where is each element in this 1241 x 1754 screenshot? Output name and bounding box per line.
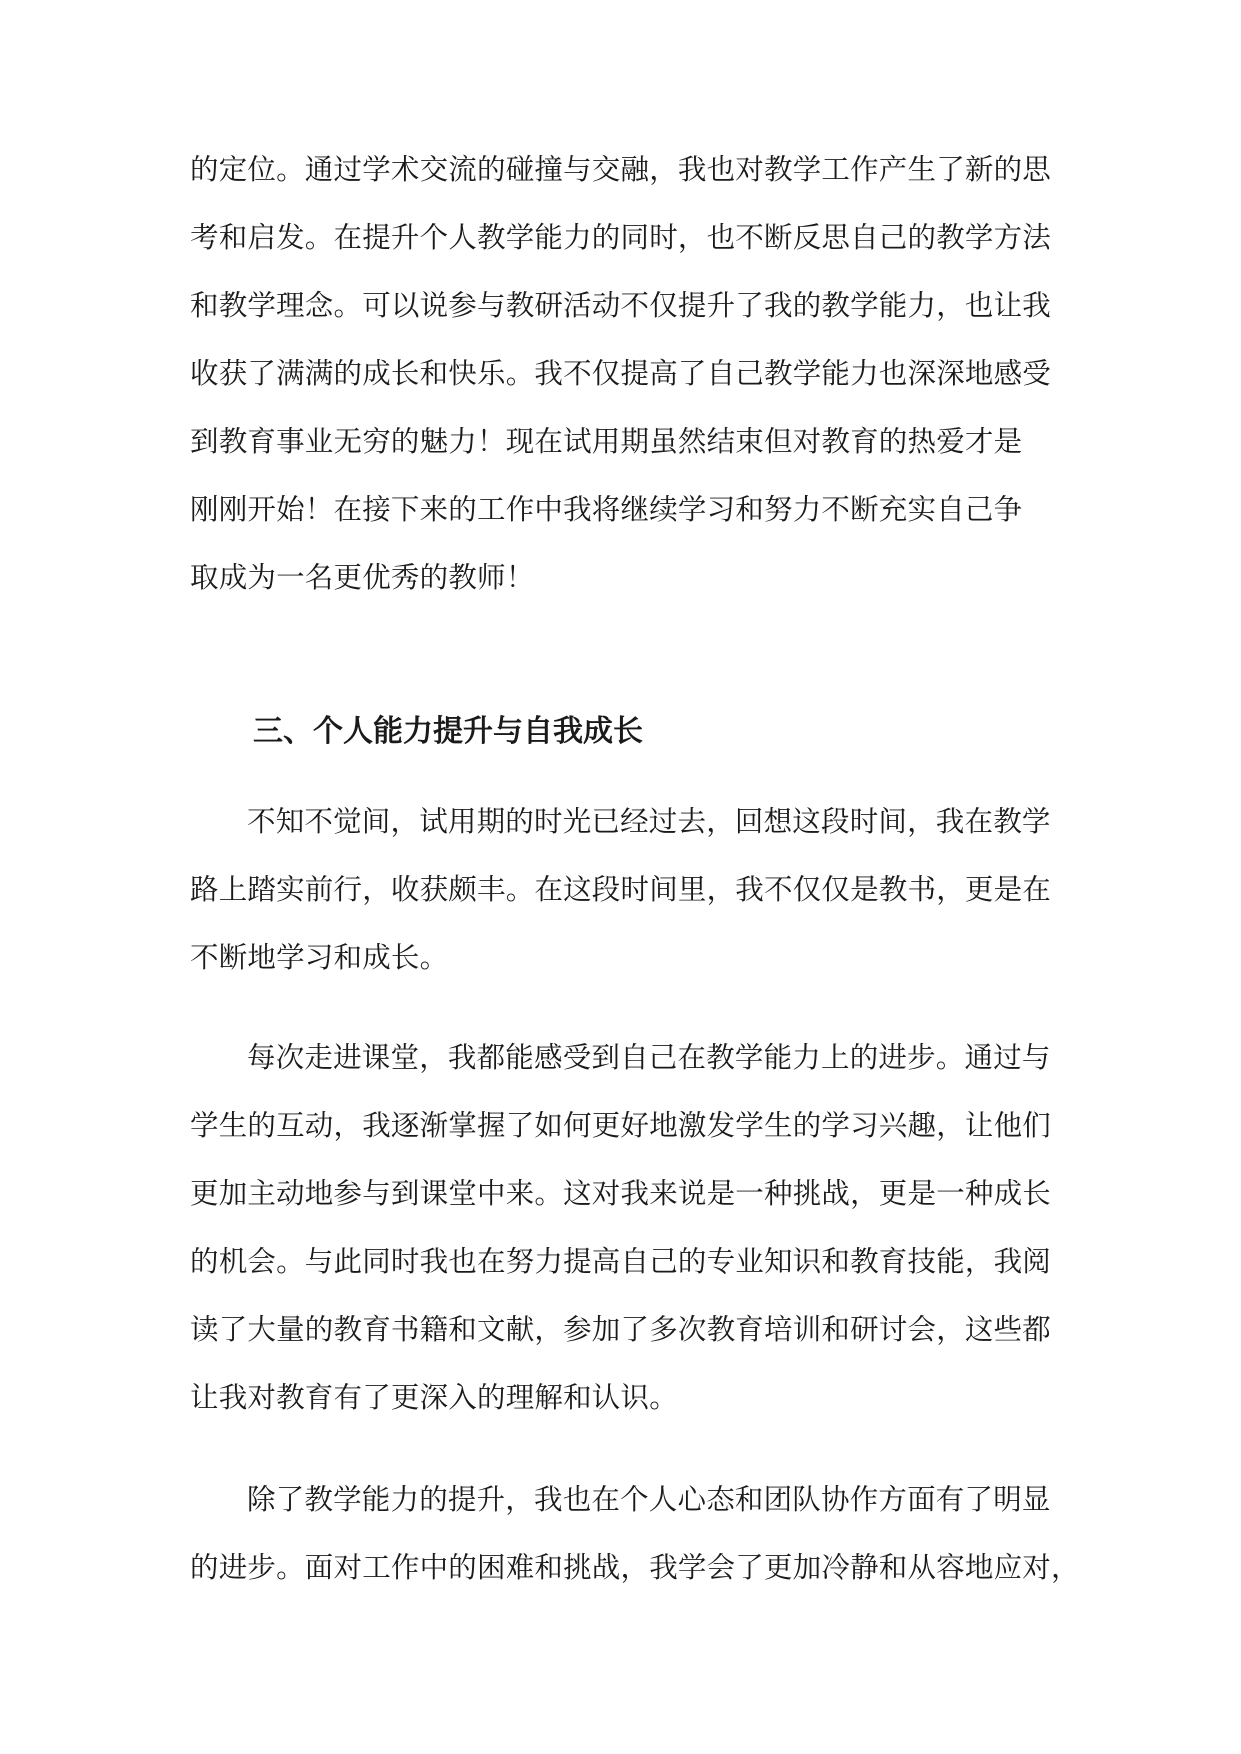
text-line: 不知不觉间，试用期的时光已经过去，回想这段时间，我在教学 bbox=[247, 805, 1051, 838]
text-line: 的定位。通过学术交流的碰撞与交融，我也对教学工作产生了新的思 bbox=[190, 153, 1052, 186]
text-line: 路上踏实前行，收获颇丰。在这段时间里，我不仅仅是教书，更是在 bbox=[190, 873, 1052, 906]
text-line: 不断地学习和成长。 bbox=[190, 941, 449, 974]
text-line: 取成为一名更优秀的教师！ bbox=[190, 561, 535, 594]
paragraph-1 bbox=[190, 788, 1060, 992]
text-line: 让我对教育有了更深入的理解和认识。 bbox=[190, 1381, 678, 1414]
text-line: 刚刚开始！在接下来的工作中我将继续学习和努力不断充实自己争 bbox=[190, 493, 1023, 526]
text-line: 更加主动地参与到课堂中来。这对我来说是一种挑战，更是一种成长 bbox=[190, 1177, 1052, 1210]
text-line: 到教育事业无穷的魅力！现在试用期虽然结束但对教育的热爱才是 bbox=[190, 425, 1023, 458]
text-line: 考和启发。在提升个人教学能力的同时，也不断反思自己的教学方法 bbox=[190, 221, 1052, 254]
section-heading: 三、个人能力提升与自我成长 bbox=[253, 714, 643, 749]
text-line: 收获了满满的成长和快乐。我不仅提高了自己教学能力也深深地感受 bbox=[190, 357, 1052, 390]
paragraph-2 bbox=[190, 1024, 1060, 1432]
text-line: 的进步。面对工作中的困难和挑战，我学会了更加冷静和从容地应对， bbox=[190, 1551, 1080, 1584]
text-line: 的机会。与此同时我也在努力提高自己的专业知识和教育技能，我阅 bbox=[190, 1245, 1052, 1278]
paragraph-continued bbox=[190, 136, 1060, 612]
text-line: 和教学理念。可以说参与教研活动不仅提升了我的教学能力，也让我 bbox=[190, 289, 1052, 322]
text-line: 学生的互动，我逐渐掌握了如何更好地激发学生的学习兴趣，让他们 bbox=[190, 1109, 1052, 1142]
text-line: 除了教学能力的提升，我也在个人心态和团队协作方面有了明显 bbox=[247, 1483, 1051, 1516]
text-line: 每次走进课堂，我都能感受到自己在教学能力上的进步。通过与 bbox=[247, 1041, 1051, 1074]
text-line: 读了大量的教育书籍和文献，参加了多次教育培训和研讨会，这些都 bbox=[190, 1313, 1052, 1346]
paragraph-3 bbox=[190, 1466, 1080, 1602]
